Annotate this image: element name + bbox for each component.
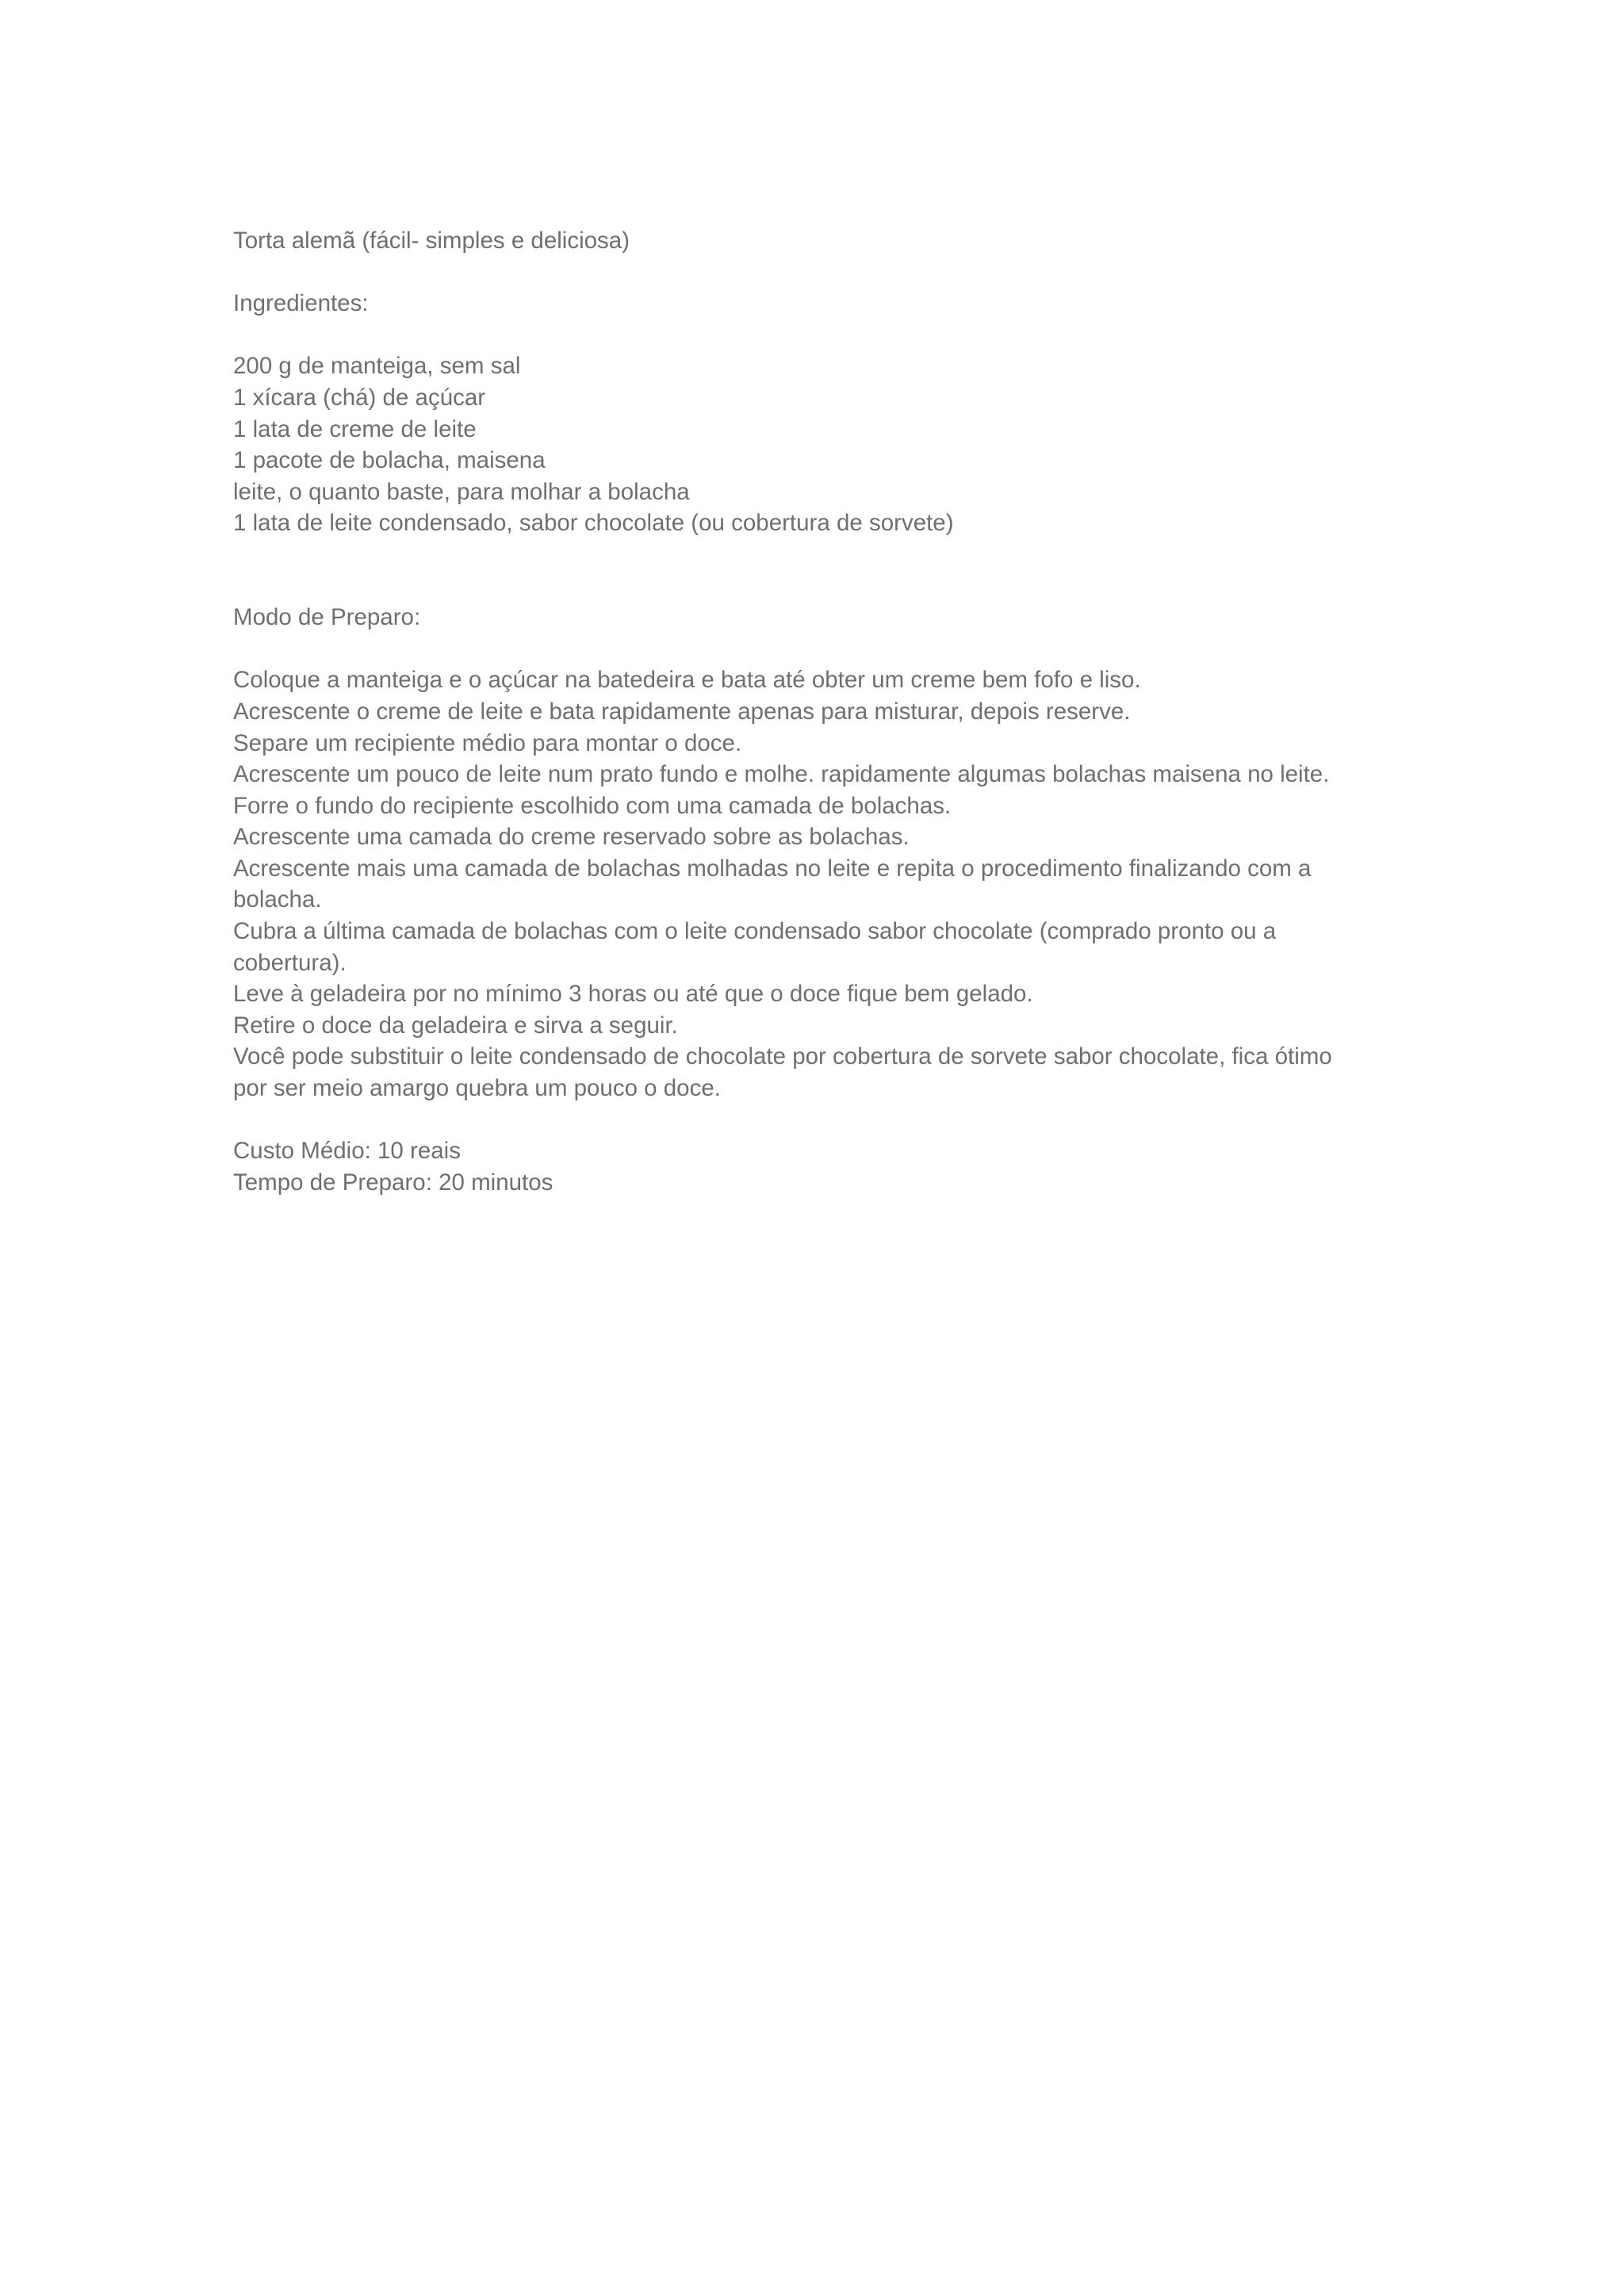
step-item: Acrescente mais uma camada de bolachas molhadas no leite e repita o procedimento finalizando com a: [233, 855, 1312, 882]
spacer: [233, 539, 1423, 602]
spacer: [233, 257, 1423, 289]
preparation-steps: [233, 664, 1423, 1104]
step-item: Coloque a manteiga e o açúcar na batedeira e bata até obter um creme bem fofo e liso.: [233, 667, 1141, 694]
prep-time-text: Tempo de Preparo: 20 minutos: [233, 1169, 553, 1196]
ingredient-item: 1 pacote de bolacha, maisena: [233, 447, 546, 474]
spacer: [233, 1104, 1423, 1136]
step-item: Você pode substituir o leite condensado de chocolate por cobertura de sorvete sabor chocolate, fica ótimo: [233, 1043, 1332, 1070]
step-item: cobertura).: [233, 949, 347, 976]
step-item: Forre o fundo do recipiente escolhido com uma camada de bolachas.: [233, 792, 952, 819]
step-item: Acrescente um pouco de leite num prato fundo e molhe. rapidamente algumas bolachas maisena no leite.: [233, 761, 1330, 788]
ingredient-item: leite, o quanto baste, para molhar a bolacha: [233, 478, 690, 505]
ingredients-list: [233, 350, 1423, 539]
recipe-title: Torta alemã (fácil- simples e deliciosa): [233, 228, 630, 254]
spacer: [233, 320, 1423, 351]
preparation-heading: Modo de Preparo:: [233, 604, 421, 631]
recipe-content: [233, 225, 1423, 1198]
ingredient-item: 200 g de manteiga, sem sal: [233, 353, 521, 380]
step-item: por ser meio amargo quebra um pouco o doce.: [233, 1075, 721, 1102]
step-item: bolacha.: [233, 886, 322, 913]
spacer: [233, 633, 1423, 665]
ingredient-item: 1 xícara (chá) de açúcar: [233, 384, 486, 411]
step-item: Acrescente uma camada do creme reservado sobre as bolachas.: [233, 824, 910, 851]
step-item: Retire o doce da geladeira e sirva a seguir.: [233, 1012, 678, 1039]
ingredient-item: 1 lata de leite condensado, sabor chocolate (ou cobertura de sorvete): [233, 510, 954, 537]
step-item: Acrescente o creme de leite e bata rapidamente apenas para misturar, depois reserve.: [233, 698, 1131, 725]
ingredients-heading: Ingredientes:: [233, 290, 369, 317]
cost-text: Custo Médio: 10 reais: [233, 1138, 461, 1165]
step-item: Separe um recipiente médio para montar o doce.: [233, 729, 742, 756]
step-item: Cubra a última camada de bolachas com o leite condensado sabor chocolate (comprado pronto ou a: [233, 918, 1277, 945]
step-item: Leve à geladeira por no mínimo 3 horas ou até que o doce fique bem gelado.: [233, 981, 1033, 1008]
ingredient-item: 1 lata de creme de leite: [233, 415, 477, 442]
